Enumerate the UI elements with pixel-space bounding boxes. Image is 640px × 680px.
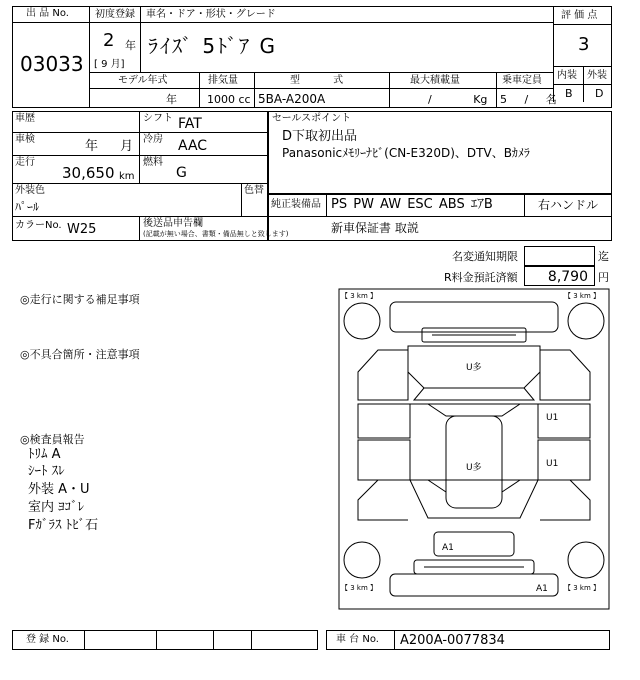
wheel-front-right [568, 303, 604, 339]
history-label: 車歴 [15, 113, 35, 124]
score-value: 3 [578, 34, 590, 55]
interior-grade: B [565, 87, 573, 100]
exterior-grade: D [595, 87, 604, 100]
shift-label: シフト [143, 113, 173, 124]
recycle-label: R料金預託済額 [444, 271, 518, 284]
roof-panel [446, 416, 502, 508]
interior-label: 内装 [557, 70, 577, 81]
ac-label: 冷房 [143, 134, 163, 145]
mileage-label: 走行 [15, 157, 35, 168]
mileage-unit: km [119, 171, 135, 182]
inspection-value: 年 月 [85, 139, 134, 154]
fuel-label: 燃料 [143, 157, 163, 168]
car-name-label: 車名・ドア・形状・グレード [146, 9, 276, 20]
mileage-value: 30,650 [62, 164, 115, 182]
reg-no-label: 登 録 No. [26, 634, 69, 645]
corner-label-tl: 【 3 km 】 [341, 292, 378, 300]
first-reg-month: [ 9 月] [94, 59, 125, 70]
fender-right [540, 350, 590, 400]
load-value: / Kg [428, 93, 488, 106]
inspector-title: ◎検査員報告 [20, 433, 85, 446]
fender-left [358, 350, 408, 400]
sales-line-1: D下取初出品 [282, 129, 358, 144]
sales-line-2: Panasonicﾒﾓﾘｰﾅﾋﾞ(CN-E320D)、DTV、Bｶﾒﾗ [282, 146, 530, 160]
year-unit: 年 [125, 39, 136, 52]
ext-color-value: ﾊﾟｰﾙ [15, 200, 40, 214]
name-change-label: 名変通知期限 [452, 250, 518, 263]
color-no-value: W25 [67, 222, 97, 237]
ac-value: AAC [178, 138, 208, 154]
equipment-value: PS PW AW ESC ABS ｴｱB [331, 197, 493, 212]
repaint-label: 色替 [244, 185, 264, 196]
chassis-number: A200A-0077834 [400, 633, 505, 648]
capacity-label: 乗車定員 [502, 75, 542, 86]
color-no-label: カラーNo. [15, 220, 62, 231]
displacement-value: 1000 cc [207, 93, 251, 106]
inspector-item: ｼｰﾄ ｽﾚ [28, 464, 65, 479]
mark-bumper: A1 [536, 584, 548, 594]
model-year-label: モデル年式 [118, 75, 168, 86]
exterior-label: 外装 [587, 70, 607, 81]
after-doc-note: (記載が無い場合、書類・備品無しと致します) [143, 230, 289, 238]
driving-notes-title: ◎走行に関する補足事項 [20, 293, 140, 306]
recycle-box [524, 266, 595, 286]
after-doc-label: 後送品申告欄 [143, 218, 203, 229]
load-label: 最大積載量 [410, 75, 460, 86]
first-reg-label: 初度登録 [95, 9, 135, 20]
recycle-unit: 円 [598, 271, 609, 284]
recycle-value: 8,790 [547, 269, 588, 285]
mark-front-door: U1 [546, 413, 559, 423]
inspection-label: 車検 [15, 134, 35, 145]
name-change-unit: 迄 [598, 250, 609, 263]
warranty-value: 新車保証書 取説 [331, 221, 419, 235]
fuel-value: G [176, 165, 187, 181]
sales-point-label: セールスポイント [272, 113, 352, 124]
handle-value: 右ハンドル [538, 198, 599, 212]
type-value: 5BA-A200A [258, 92, 326, 106]
ext-color-label: 外装色 [15, 185, 45, 196]
displacement-label: 排気量 [208, 75, 238, 86]
lot-cell [12, 6, 90, 108]
defect-notes-title: ◎不具合箇所・注意事項 [20, 348, 140, 361]
inspector-item: ﾄﾘﾑ A [28, 447, 61, 462]
car-diagram [338, 288, 610, 610]
car-diagram-svg [338, 288, 610, 610]
rear-panel [410, 480, 538, 518]
capacity-value: 5 / 名 [500, 93, 557, 106]
model-year-unit: 年 [166, 93, 177, 106]
chassis-label: 車 台 No. [336, 634, 379, 645]
rear-bumper [390, 574, 558, 596]
mark-roof: U多 [466, 363, 482, 373]
door-left-front [358, 404, 410, 438]
equip-label: 純正装備品 [271, 199, 321, 210]
corner-label-tr: 【 3 km 】 [564, 292, 601, 300]
car-name: ﾗｲｽﾞ 5ﾄﾞｱ G [148, 34, 277, 58]
inspector-item: 外装 A・U [28, 482, 90, 497]
mark-center: U多 [466, 463, 482, 473]
score-label: 評 価 点 [561, 10, 598, 21]
type-label: 型 式 [290, 75, 344, 86]
mark-rear-door: U1 [546, 459, 559, 469]
door-left-rear [358, 440, 410, 480]
corner-label-br: 【 3 km 】 [564, 584, 601, 592]
wheel-rear-right [568, 542, 604, 578]
lot-label: 出 品 No. [26, 8, 69, 19]
mark-front: A1 [442, 543, 454, 553]
first-reg-year: 2 [103, 30, 115, 51]
wheel-front-left [344, 303, 380, 339]
corner-label-bl: 【 3 km 】 [341, 584, 378, 592]
wheel-rear-left [344, 542, 380, 578]
name-change-box [524, 246, 595, 266]
shift-value: FAT [178, 116, 202, 132]
inspector-item: 室内 ﾖｺﾞﾚ [28, 500, 85, 515]
lot-number: 03033 [20, 52, 84, 76]
inspector-item: Fｶﾞﾗｽ ﾄﾋﾞ石 [28, 518, 99, 533]
